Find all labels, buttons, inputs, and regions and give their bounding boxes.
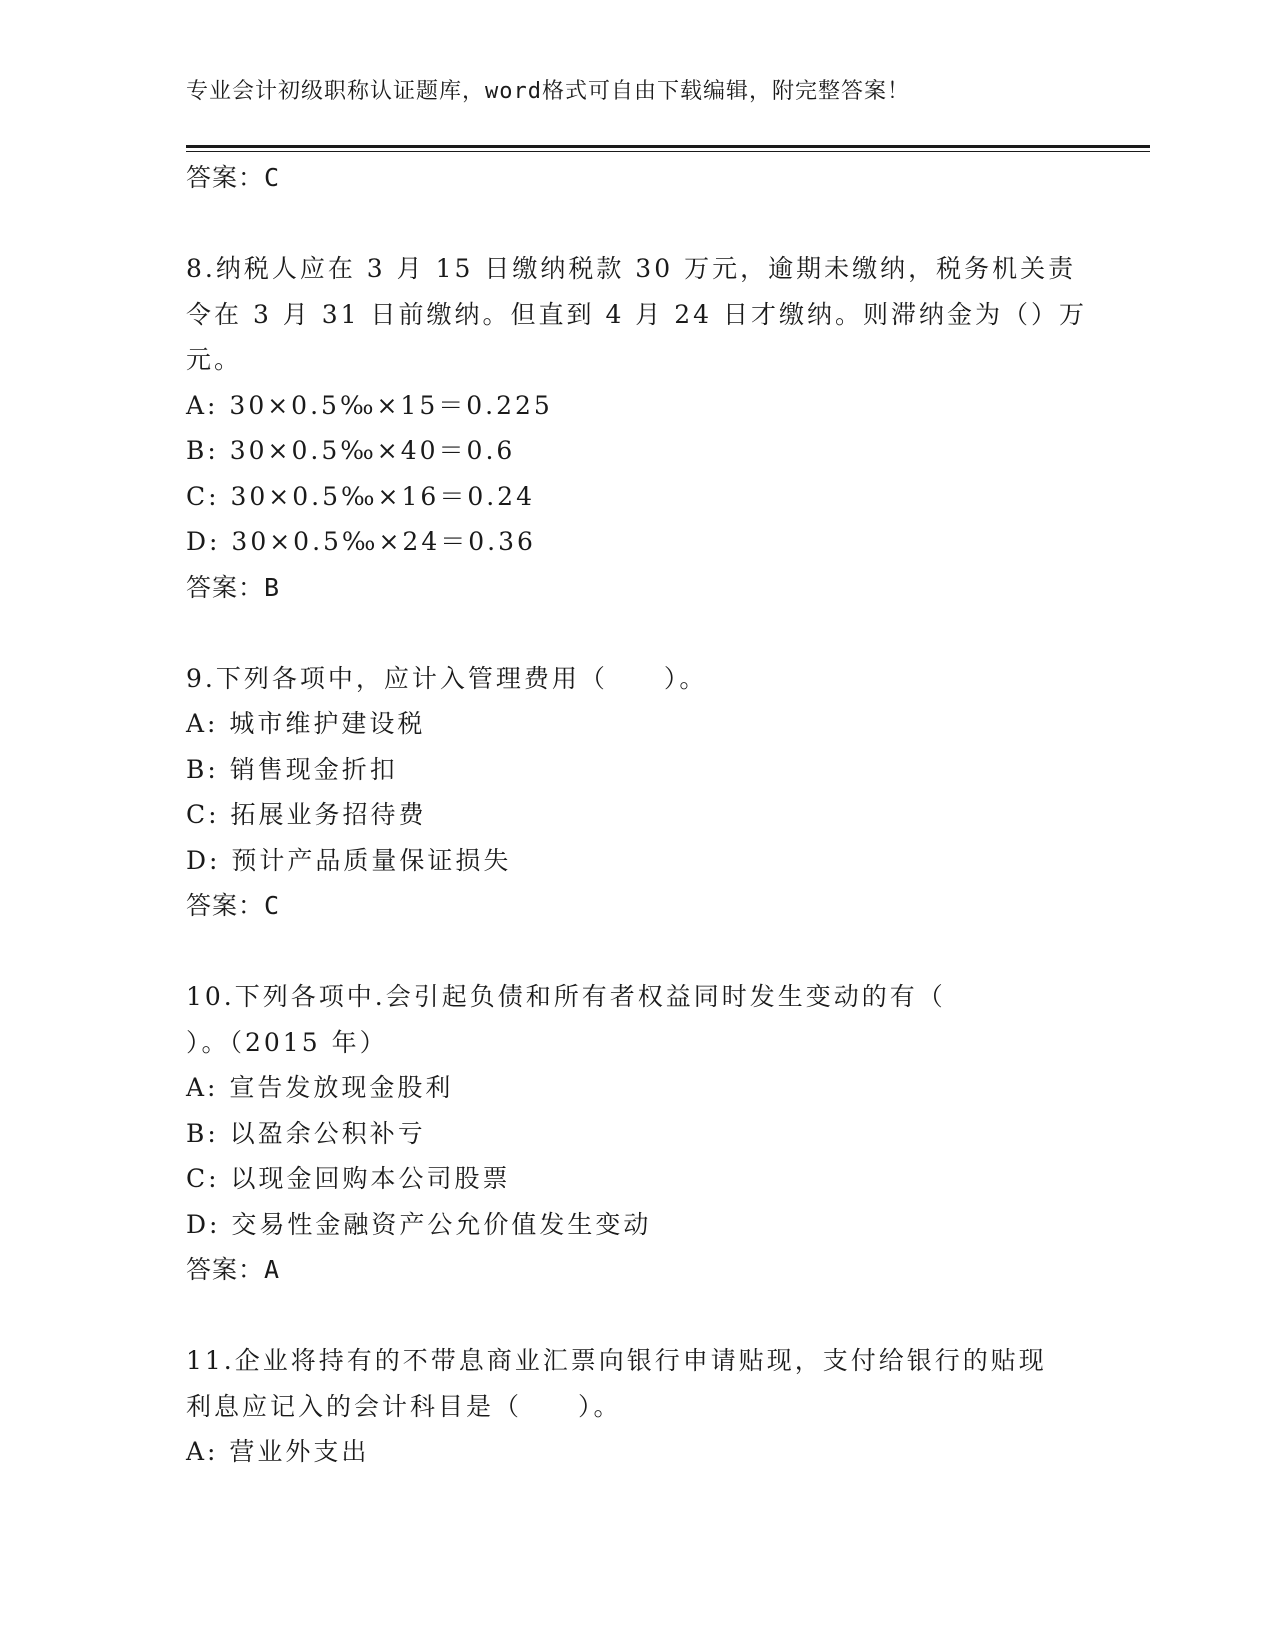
question-text-line: 利息应记入的会计科目是（ ）。	[186, 1391, 622, 1421]
option-c: C: 拓展业务招待费	[186, 800, 427, 829]
answer-value: A	[264, 1255, 281, 1284]
page-header: 专业会计初级职称认证题库，word格式可自由下载编辑，附完整答案！	[186, 79, 910, 104]
question-text-line: 11.企业将持有的不带息商业汇票向银行申请贴现，支付给银行的贴现	[186, 1346, 1047, 1375]
option-d: D: 预计产品质量保证损失	[186, 845, 512, 875]
option-d: D: 30×0.5‰×24＝0.36	[186, 527, 536, 556]
spacer	[186, 1293, 1086, 1339]
header-rule-thin	[186, 151, 1150, 152]
option-c: C: 以现金回购本公司股票	[186, 1164, 511, 1193]
option-a: A: 30×0.5‰×15＝0.225	[186, 390, 553, 420]
question-10	[186, 974, 1086, 1293]
option-d: D: 交易性金融资产公允价值发生变动	[186, 1209, 652, 1239]
spacer	[186, 610, 1086, 656]
question-text-line: 8.纳税人应在 3 月 15 日缴纳税款 30 万元，逾期未缴纳，税务机关责	[186, 254, 1077, 283]
spacer	[186, 929, 1086, 975]
question-11	[186, 1338, 1086, 1475]
option-a: A: 城市维护建设税	[186, 709, 426, 738]
document-body	[186, 155, 1086, 1475]
option-b: B: 30×0.5‰×40＝0.6	[186, 436, 516, 465]
answer-label: 答案：	[186, 572, 265, 602]
question-text-line: 10.下列各项中.会引起负债和所有者权益同时发生变动的有（	[186, 982, 946, 1011]
option-a: A: 宣告发放现金股利	[186, 1073, 454, 1102]
question-8	[186, 246, 1086, 610]
option-a: A: 营业外支出	[186, 1437, 370, 1466]
spacer	[186, 201, 1086, 247]
option-b: B: 以盈余公积补亏	[186, 1118, 426, 1148]
question-9	[186, 656, 1086, 929]
answer-value: C	[264, 891, 281, 920]
question-text-line: 9.下列各项中，应计入管理费用（ ）。	[186, 663, 708, 693]
answer-value: B	[264, 572, 281, 602]
answer-label: 答案：	[186, 891, 265, 920]
answer-line	[186, 155, 1086, 201]
question-text-line: 令在 3 月 31 日前缴纳。但直到 4 月 24 日才缴纳。则滞纳金为（）万	[186, 299, 1088, 329]
answer-line	[186, 565, 1086, 611]
option-b: B: 销售现金折扣	[186, 754, 398, 784]
option-c: C: 30×0.5‰×16＝0.24	[186, 481, 535, 511]
question-text-line: ）。（2015 年）	[186, 1027, 388, 1057]
question-text-line: 元。	[186, 345, 243, 374]
header-rule-thick	[186, 145, 1150, 148]
answer-line	[186, 883, 1086, 929]
answer-label: 答案：	[186, 163, 265, 192]
answer-value: C	[264, 163, 281, 192]
answer-line	[186, 1247, 1086, 1293]
answer-label: 答案：	[186, 1255, 265, 1284]
